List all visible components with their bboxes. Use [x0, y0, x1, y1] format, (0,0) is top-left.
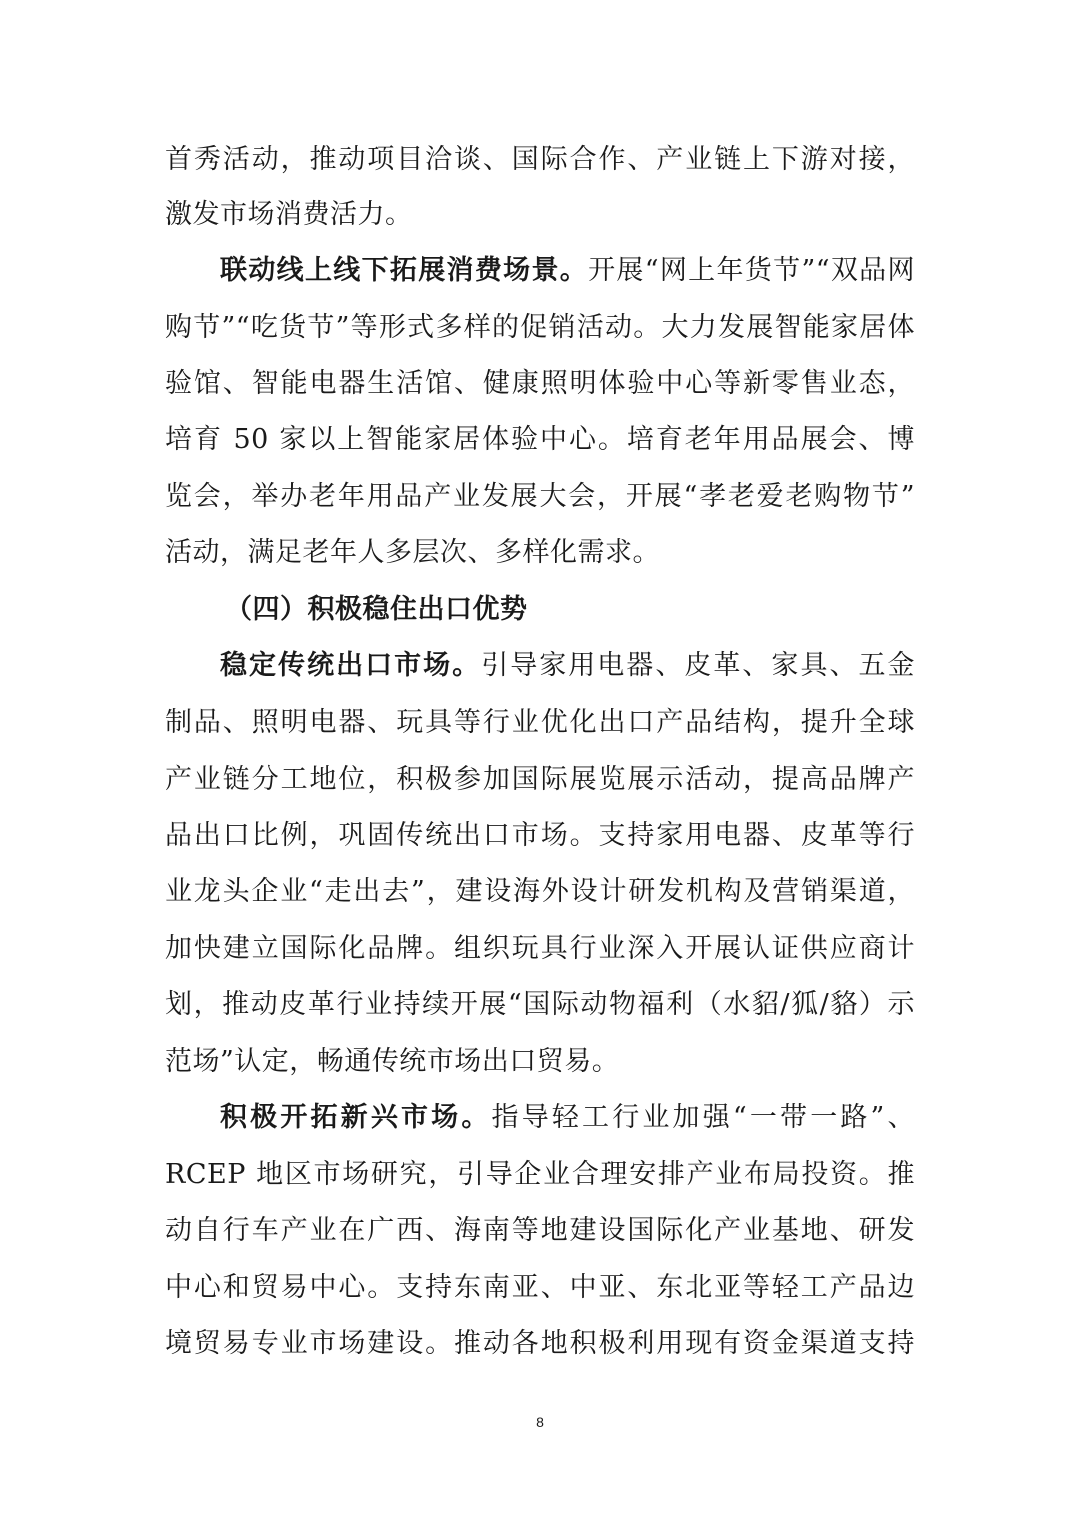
body-line — [165, 872, 915, 912]
line-text: 引导家用电器、皮革、家具、五金 — [481, 650, 916, 681]
line-text: 培育 50 家以上智能家居体验中心。培育老年用品展会、博 — [165, 424, 915, 455]
line-text: 境贸易专业市场建设。推动各地积极利用现有资金渠道支持 — [165, 1328, 915, 1359]
line-text: 范场”认定，畅通传统市场出口贸易。 — [165, 1046, 620, 1077]
line-text: 指导轻工行业加强“一带一路”、 — [491, 1102, 916, 1133]
body-line — [165, 929, 915, 969]
body-line — [165, 364, 915, 404]
paragraph-lead: 积极开拓新兴市场。 — [220, 1102, 492, 1133]
section-heading-text: （四）积极稳住出口优势 — [225, 594, 528, 625]
body-line — [165, 420, 915, 460]
body-line — [165, 1324, 915, 1364]
line-text: 制品、照明电器、玩具等行业优化出口产品结构，提升全球 — [165, 707, 915, 738]
line-text: 品出口比例，巩固传统出口市场。支持家用电器、皮革等行 — [165, 820, 915, 851]
body-line — [165, 985, 915, 1025]
line-text: 验馆、智能电器生活馆、健康照明体验中心等新零售业态， — [165, 368, 915, 399]
paragraph-first-line — [220, 1098, 915, 1138]
paragraph-lead: 稳定传统出口市场。 — [220, 650, 482, 681]
line-text: 活动，满足老年人多层次、多样化需求。 — [165, 537, 660, 568]
body-line — [165, 308, 915, 348]
body-line — [165, 1268, 915, 1308]
body-line — [165, 703, 915, 743]
line-text: 览会，举办老年用品产业发展大会，开展“孝老爱老购物节” — [165, 481, 915, 512]
body-line — [165, 760, 915, 800]
line-text: 划，推动皮革行业持续开展“国际动物福利（水貂/狐/貉）示 — [165, 989, 915, 1020]
paragraph-lead: 联动线上线下拓展消费场景。 — [220, 255, 589, 286]
paragraph-first-line — [220, 646, 915, 686]
page-number: 8 — [536, 1414, 544, 1430]
body-line — [165, 477, 915, 517]
line-text: 加快建立国际化品牌。组织玩具行业深入开展认证供应商计 — [165, 933, 915, 964]
body-line — [165, 1155, 915, 1195]
line-text: 购节”“吃货节”等形式多样的促销活动。大力发展智能家居体 — [165, 312, 915, 343]
line-text: 动自行车产业在广西、海南等地建设国际化产业基地、研发 — [165, 1215, 915, 1246]
body-line — [165, 1042, 915, 1082]
line-text: 产业链分工地位，积极参加国际展览展示活动，提高品牌产 — [165, 764, 915, 795]
body-line — [165, 533, 915, 573]
body-line — [165, 1211, 915, 1251]
line-text: 激发市场消费活力。 — [165, 199, 413, 230]
line-text: 开展“网上年货节”“双品网 — [588, 255, 915, 286]
body-line — [165, 195, 915, 235]
paragraph-first-line — [220, 251, 915, 291]
line-text: 首秀活动，推动项目洽谈、国际合作、产业链上下游对接， — [165, 144, 915, 175]
body-line — [165, 816, 915, 856]
line-text: 业龙头企业“走出去”，建设海外设计研发机构及营销渠道， — [165, 876, 915, 907]
body-line — [165, 140, 915, 180]
line-text: 中心和贸易中心。支持东南亚、中亚、东北亚等轻工产品边 — [165, 1272, 915, 1303]
section-heading — [225, 590, 920, 630]
line-text: RCEP 地区市场研究，引导企业合理安排产业布局投资。推 — [165, 1159, 915, 1190]
